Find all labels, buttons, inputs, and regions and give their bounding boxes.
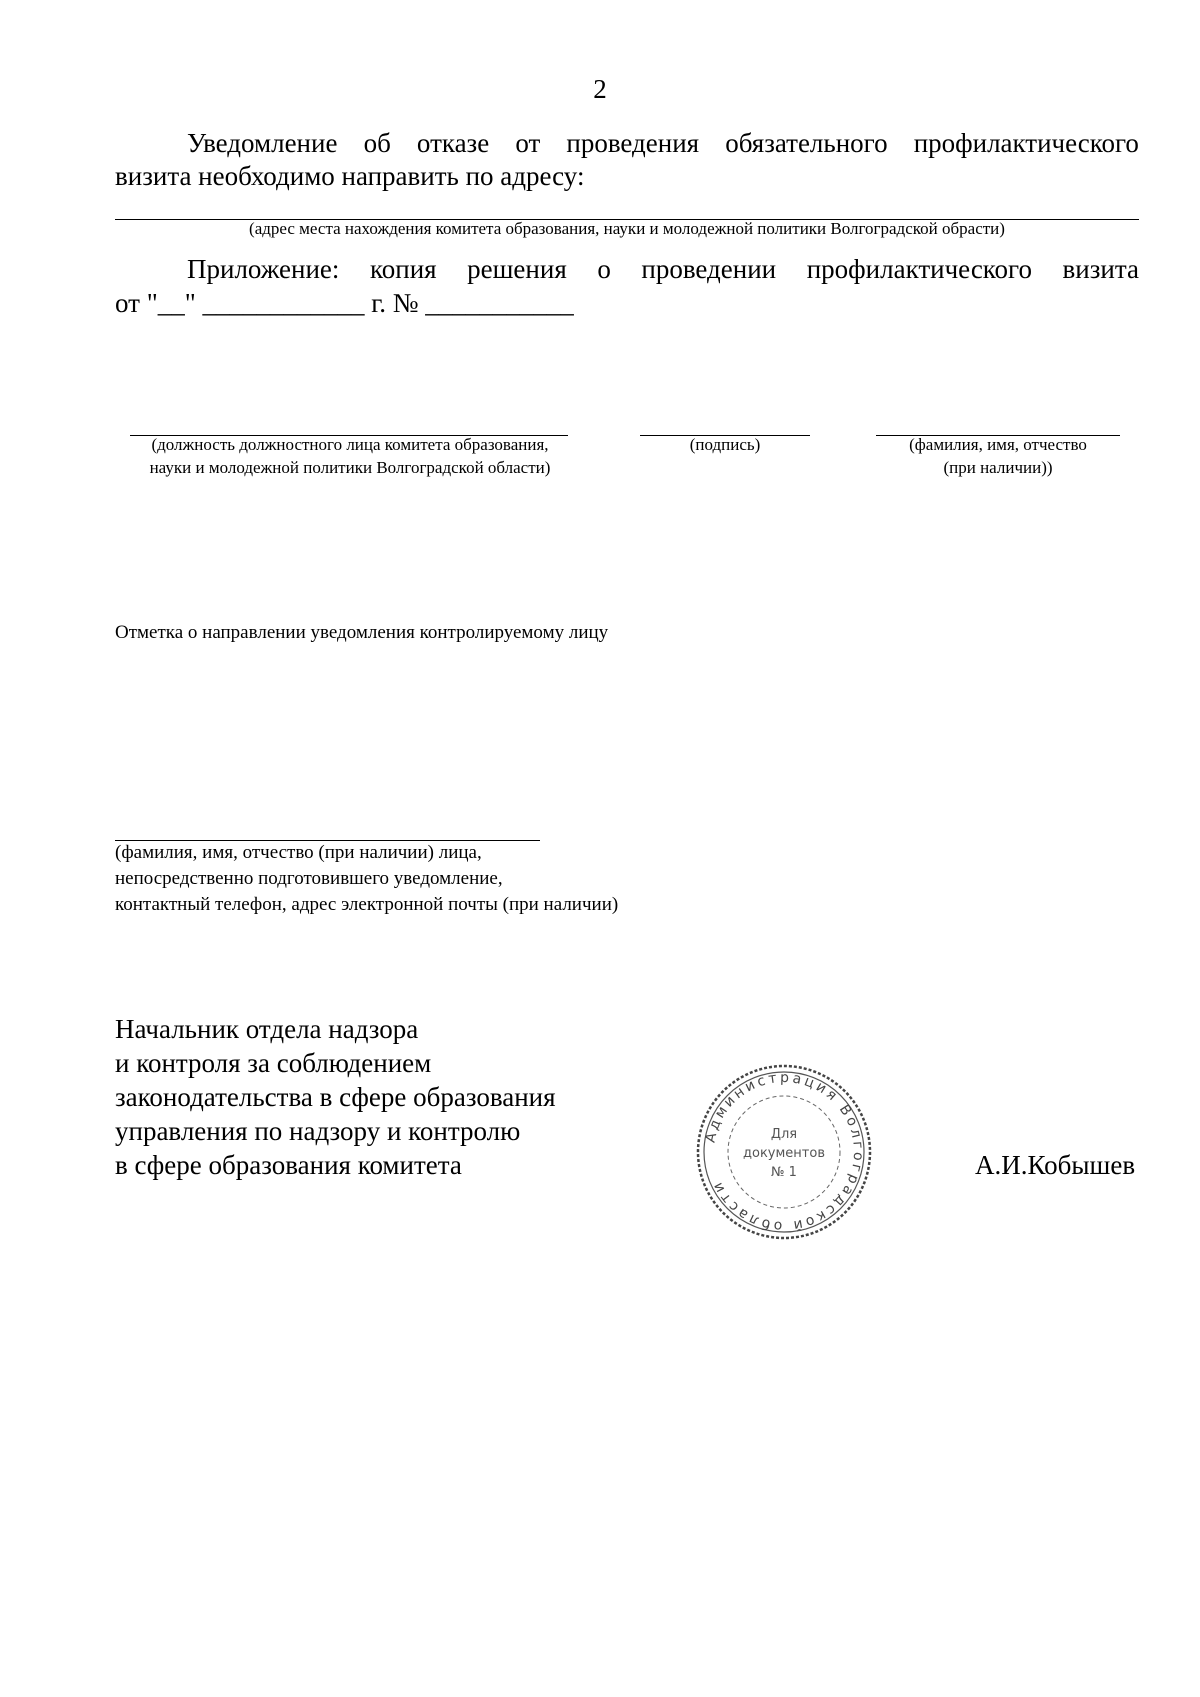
page-number: 2	[593, 74, 607, 104]
signature-caption: (подпись)	[689, 435, 761, 454]
position-caption-1: (должность должностного лица комитета образования,	[151, 435, 549, 454]
seal-center-line-1: Для	[770, 1127, 798, 1142]
notice-word: профилактического	[913, 128, 1139, 158]
preparer-caption-2: непосредственно подготовившего уведомление,	[115, 868, 503, 889]
address-caption: (адрес места нахождения комитета образования, науки и молодежной политики Волгоградской обрасти)	[249, 219, 1005, 238]
notice-word: проведения	[566, 128, 700, 158]
mark-title: Отметка о направлении уведомления контролируемому лицу	[115, 622, 609, 643]
signatory-line-4: управления по надзору и контролю	[115, 1116, 521, 1146]
attachment-word: визита	[1062, 254, 1139, 284]
attachment-word: профилактического	[806, 254, 1032, 284]
signatory-name: А.И.Кобышев	[975, 1150, 1136, 1180]
name-caption-1: (фамилия, имя, отчество	[909, 435, 1087, 454]
notice-line-2: визита необходимо направить по адресу:	[115, 161, 585, 191]
attachment-word: копия	[370, 254, 437, 284]
seal-outer-text: Администрация Волгоградской области	[702, 1069, 867, 1235]
notice-word: отказе	[416, 128, 490, 158]
seal-graphic	[694, 1062, 874, 1242]
seal-center-line-3: № 1	[771, 1165, 797, 1180]
attachment-word: о	[597, 254, 611, 284]
attachment-line-2: от "__" ____________ г. № ___________	[115, 288, 574, 318]
preparer-caption-3: контактный телефон, адрес электронной почты (при наличии)	[115, 894, 619, 915]
name-caption-2: (при наличии))	[943, 458, 1053, 477]
signatory-line-2: и контроля за соблюдением	[115, 1048, 432, 1078]
signatory-line-1: Начальник отдела надзора	[115, 1014, 419, 1044]
position-caption-2: науки и молодежной политики Волгоградской области)	[149, 458, 551, 477]
official-seal	[694, 1062, 874, 1242]
seal-center-line-2: документов	[743, 1146, 825, 1161]
signatory-line-5: в сфере образования комитета	[115, 1150, 462, 1180]
signatory-line-3: законодательства в сфере образования	[115, 1082, 556, 1112]
notice-word: Уведомление	[187, 128, 338, 158]
attachment-word: проведении	[641, 254, 777, 284]
notice-word: обязательного	[725, 128, 888, 158]
attachment-word: решения	[467, 254, 567, 284]
notice-word: об	[363, 128, 391, 158]
attachment-line-1	[187, 252, 1139, 286]
attachment-word: Приложение:	[187, 254, 340, 284]
notice-word: от	[515, 128, 541, 158]
preparer-caption-1: (фамилия, имя, отчество (при наличии) лица,	[115, 842, 482, 863]
notice-line-1	[187, 126, 1139, 160]
